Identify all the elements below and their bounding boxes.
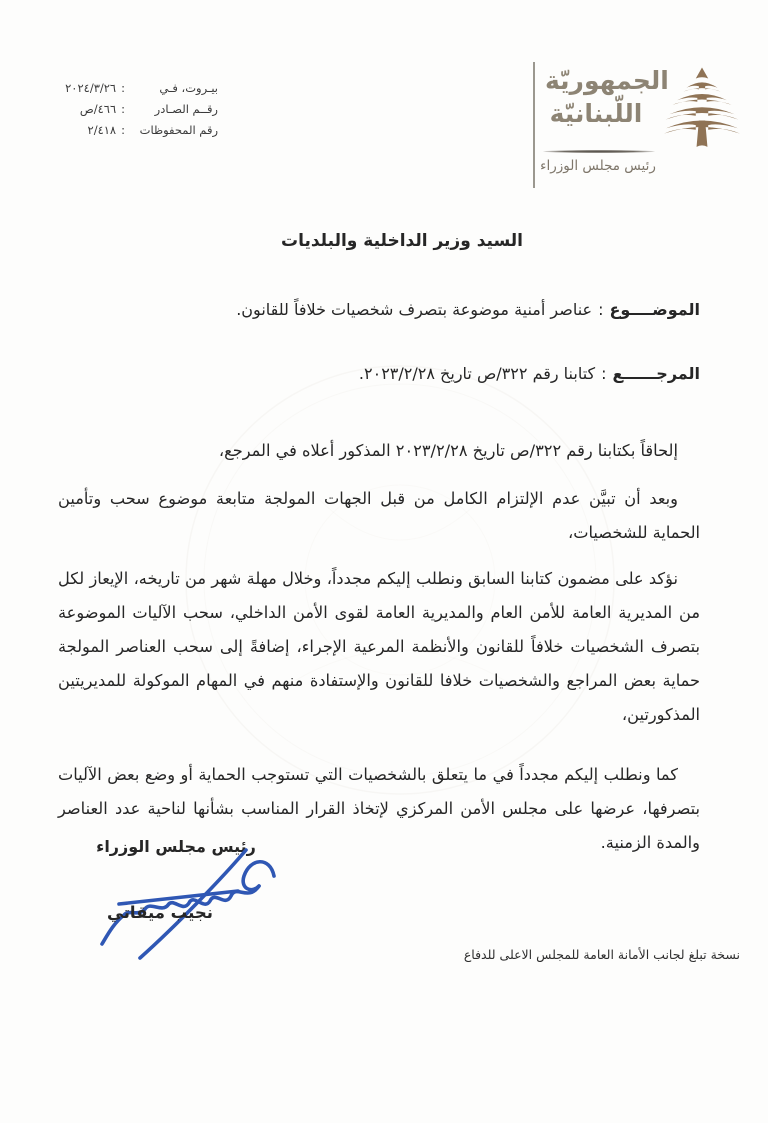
recipient-line: السيد وزير الداخلية والبلديات <box>281 231 523 251</box>
ref-row-outgoing <box>28 99 218 120</box>
ref-row-archive <box>28 120 218 141</box>
lebanese-republic-letterhead <box>533 58 743 190</box>
subject-line <box>60 297 700 323</box>
republic-line1: الجمهوريّة <box>545 66 669 95</box>
cedar-tree-icon <box>663 66 741 150</box>
subject-colon: : <box>598 300 604 319</box>
ref-label: رقــم الصـادر <box>154 102 218 116</box>
reference-text: كتابنا رقم ٣٢٢/ص تاريخ ٢٠٢٣/٢/٢٨. <box>358 364 596 383</box>
body-paragraph: نؤكد على مضمون كتابنا السابق ونطلب إليكم مجدداً، وخلال مهلة شهر من تاريخه، الإيعاز لكل من المديرية العامة للأمن العام والمديرية العامة لقوى الأمن الداخلي، سحب الآليات الموضوعة بتصرف الشخصيات خلافاً للقانون والأنظمة المرعية الإجراء، إضافةً إلى سحب العناصر المولجة حماية بعض المراجع والشخصيات خلافا للقانون والإستفادة منهم في المهام الموكولة للمديريتين المذكورتين، <box>58 569 700 724</box>
ref-row-date <box>28 78 218 99</box>
ref-colon: : <box>121 102 125 116</box>
ref-label: رقم المحفوظات <box>139 123 218 137</box>
body-paragraph: إلحاقاً بكتابنا رقم ٣٢٢/ص تاريخ ٢٠٢٣/٢/٢٨ المذكور أعلاه في المرجع، <box>218 441 678 460</box>
signatory-name: نجيب ميقاتي <box>107 903 213 922</box>
ref-colon: : <box>121 81 125 95</box>
ref-value: ٢/٤١٨ <box>87 123 117 137</box>
ref-value: ٢٠٢٤/٣/٢٦ <box>65 81 117 95</box>
body-paragraph: كما ونطلب إليكم مجدداً في ما يتعلق بالشخصيات التي تستوجب الحماية أو وضع بعض الآليات بتصرفها، عرضها على مجلس الأمن المركزي لإتخاذ القرار المناسب بشأنها لناحية عدد العناصر والمدة الزمنية. <box>58 765 700 852</box>
reference-line <box>60 361 700 387</box>
body-paragraph: وبعد أن تبيَّن عدم الإلتزام الكامل من قبل الجهات المولجة متابعة موضوع سحب وتأمين الحماية للشخصيات، <box>58 489 700 542</box>
republic-line2: اللّبنانيّة <box>549 99 643 128</box>
subject-text: عناصر أمنية موضوعة بتصرف شخصيات خلافاً للقانون. <box>236 300 593 319</box>
ref-colon: : <box>121 123 125 137</box>
office-title: رئيس مجلس الوزراء <box>540 158 656 174</box>
signatory-title: رئيس مجلس الوزراء <box>96 837 256 856</box>
letterhead-rule <box>543 150 655 153</box>
republic-calligraphy <box>545 64 669 130</box>
reference-label: المرجــــــع <box>612 364 700 383</box>
ref-value: ٤٦٦/ص <box>79 102 117 116</box>
reference-number-block <box>28 78 218 141</box>
reference-colon: : <box>601 364 607 383</box>
ref-label: بيـروت، فـي <box>159 81 218 95</box>
copy-notice: نسخة تبلغ لجانب الأمانة العامة للمجلس الاعلى للدفاع <box>463 947 740 962</box>
subject-label: الموضــــوع <box>609 300 700 319</box>
letter-body <box>58 434 700 860</box>
